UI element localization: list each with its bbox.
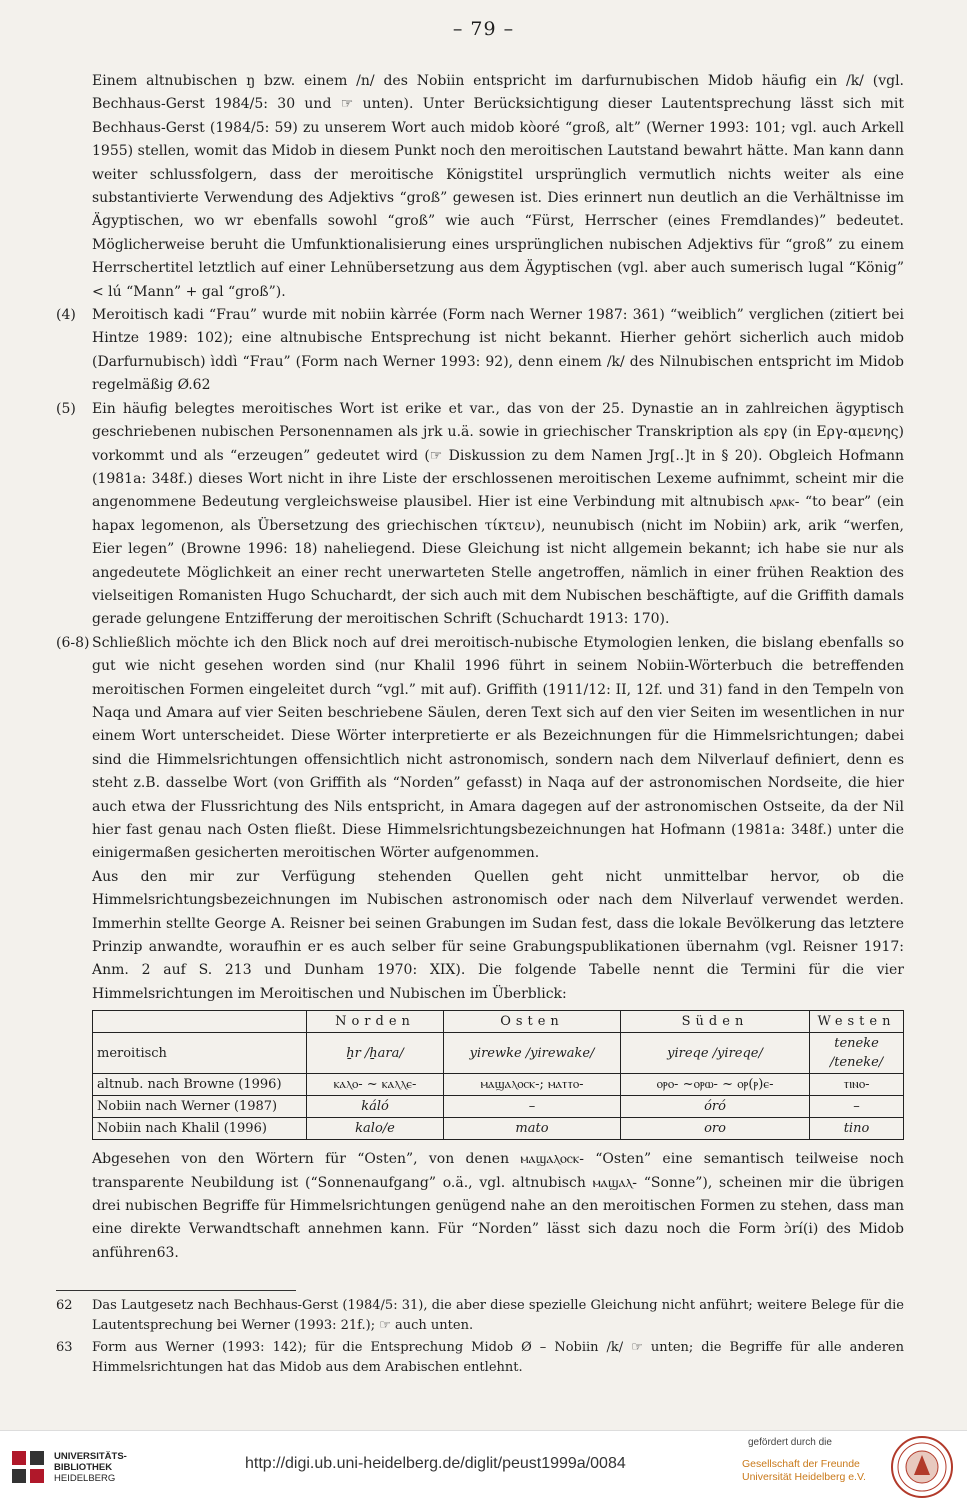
table-cell: yirewke /yirewake/: [444, 1033, 621, 1074]
table-cell: ⲟⲣⲟ- ~ⲟⲣⲱ- ~ ⲟⲣ(ⲣ)ⲉ-: [621, 1074, 810, 1096]
table-cell: mato: [444, 1118, 621, 1140]
library-name: [54, 1451, 127, 1484]
table-cell: Nobiin nach Werner (1987): [93, 1096, 307, 1118]
sponsor-org-line: Universität Heidelberg e.V.: [742, 1471, 866, 1483]
table-cell: Nobiin nach Khalil (1996): [93, 1118, 307, 1140]
paragraph-5-number: (5): [56, 400, 76, 417]
paragraph-4-number: (4): [56, 307, 76, 324]
page-number: – 79 –: [452, 18, 515, 40]
footnote-63-text: Form aus Werner (1993: 142); für die Entsprechung Midob Ø – Nobiin /k/ ☞ unten; die Begriffe für alle anderen Himmelsrichtungen hat das Midob aus dem Arabischen entlehnt.: [92, 1340, 904, 1375]
table-cell: –: [810, 1096, 904, 1118]
paragraph-6-8: [56, 632, 904, 866]
paragraph-5-text: Ein häufig belegtes meroitisches Wort ist erike et var., das von der 25. Dynastie an in zahlreichen ägyptisch geschriebenen nubischen Personennamen als jrk u.ä. sowie in griechischer Transkription als εργ (in Εργ-αμενης) vorkommt und als “erzeugen” gedeutet wird (☞ Diskussion zu dem Namen Jrg[..]t in § 20). Obgleich Hofmann (1981a: 348f.) dieses Wort nicht in ihre Liste der erschlossenen meroitischen Lexeme aufnimmt, scheint mir die angenommene Bedeutung vergleichsweise plausibel. Hier ist eine Verbindung mit altnubisch ⲁⲣⲁⲕ- “to bear” (ein hapax legomenon, als Übersetzung des griechischen τίκτειν), neunubisch (nicht im Nobiin) ark, arik “werfen, Eier legen” (Browne 1996: 18) naheliegend. Diese Gleichung ist nicht allgemein bekannt; ich habe sie nur als angedeutete Möglichkeit an einer recht unerwarteten Stelle angetroffen, nämlich in einer frühen Reaktion des vielseitigen Romanisten Hugo Schuchardt, der sich auch mit dem Nubischen beschäftigte, auf die Griffith damals gerade gelungene Entzifferung der meroitischen Schrift (Schuchardt 1913: 170).: [92, 400, 904, 628]
paragraph-4: [56, 304, 904, 398]
footer-bar: [0, 1430, 967, 1503]
table-cell: altnub. nach Browne (1996): [93, 1074, 307, 1096]
table-cell: teneke /teneke/: [810, 1033, 904, 1074]
table-row: [93, 1118, 904, 1140]
paragraph-6-8-text: Schließlich möchte ich den Blick noch auf drei meroitisch-nubische Etymologien lenken, die bislang ebenfalls so gut wie nicht gesehen worden sind (nur Khalil 1996 führt in seinem Nobiin-Wörterbuch die betreffenden meroitischen Formen eingeleitet durch “vgl.” mit auf). Griffith (1911/12: II, 12f. und 31) fand in den Tempeln von Naqa und Amara auf vier Seiten beschriebene Säulen, deren Text sich auf den vier Seiten im wesentlichen in nur einem Wort unterscheidet. Diese Wörter interpretierte er als Bezeichnungen für die Himmelsrichtungen; dabei sind die Himmelsrichtungen offensichtlich nicht astronomisch, sondern nach dem Nilverlauf definiert, denn es steht z.B. dasselbe Wort (von Griffith als “Norden” gefasst) in Naqa auf der astronomischen Nordseite, die hier auch etwa der Flussrichtung des Nils entspricht, in Amara dagegen auf der astronomischen Ostseite, da der Nil hier fast genau nach Osten fließt. Diese Himmelsrichtungsbezeichnungen hat Hofmann (1981a: 348f.) unter die einigermaßen gesicherten meroitischen Wörter aufgenommen.: [92, 634, 904, 862]
body-text: [56, 70, 904, 1265]
footnote-62-text: Das Lautgesetz nach Bechhaus-Gerst (1984/5: 31), die aber diese spezielle Gleichung nicht anführt; weitere Belege für die Lautentsprechung bei Werner (1993: 21f.); ☞ auch unten.: [92, 1298, 904, 1333]
table-header-row: [93, 1011, 904, 1033]
sponsor-org-line: Gesellschaft der Freunde: [742, 1458, 860, 1470]
table-cell: ẖr /ẖara/: [307, 1033, 444, 1074]
table-cell: –: [444, 1096, 621, 1118]
paragraph-4-text: Meroitisch kadi “Frau” wurde mit nobiin kàrrée (Form nach Werner 1987: 361) “weiblich” verglichen (zitiert bei Hintze 1989: 102); eine altnubische Entsprechung ist nicht bekannt. Hierher gehört sicherlich auch midob (Darfurnubisch) ìddì “Frau” (Form nach Werner 1993: 92), denn einem /k/ des Nilnubischen entspricht im Midob regelmäßig Ø.62: [92, 307, 904, 394]
sponsor-block: [742, 1437, 882, 1484]
library-logo-icon: [10, 1449, 46, 1485]
table-header-cell: Westen: [810, 1011, 904, 1033]
table-cell: oro: [621, 1118, 810, 1140]
paragraph-6-8-number: (6-8): [56, 634, 90, 651]
table-cell: kalo/e: [307, 1118, 444, 1140]
table-cell: meroitisch: [93, 1033, 307, 1074]
library-name-line: HEIDELBERG: [54, 1472, 116, 1484]
paragraph-9: Aus den mir zur Verfügung stehenden Quellen geht nicht unmittelbar hervor, ob die Himmelsrichtungsbezeichnungen im Nubischen astronomisch oder nach dem Nilverlauf verwendet werden. Immerhin stellte George A. Reisner bei seinen Grabungen im Sudan fest, dass die lokale Bevölkerung das letztere Prinzip anwandte, woraufhin er es auch selber für seine Grabungspublikationen übernahm (vgl. Reisner 1917: Anm. 2 auf S. 213 und Dunham 1970: XIX). Die folgende Tabelle nennt die Termini für die vier Himmelsrichtungen im Meroitischen und Nubischen im Überblick:: [92, 868, 904, 1002]
table-cell: yireqe /yireqe/: [621, 1033, 810, 1074]
table-row: [93, 1096, 904, 1118]
footnote-63-number: 63: [56, 1340, 73, 1355]
paragraph-5: [56, 398, 904, 632]
table-header-cell: [93, 1011, 307, 1033]
table-cell: ⲧⲓⲛⲟ-: [810, 1074, 904, 1096]
source-url-link[interactable]: http://digi.ub.uni-heidelberg.de/diglit/peust1999a/0084: [245, 1455, 626, 1472]
library-name-line: UNIVERSITÄTS-: [54, 1450, 127, 1462]
footnote-62: [56, 1296, 904, 1336]
table-cell: ⲙⲁϣⲁⲗⲟⲥⲕ-; ⲙⲁⲧⲧⲟ-: [444, 1074, 621, 1096]
table-header-cell: Süden: [621, 1011, 810, 1033]
table-row: [93, 1074, 904, 1096]
library-branding[interactable]: [10, 1449, 127, 1485]
directions-table: [92, 1010, 904, 1140]
table-cell: tino: [810, 1118, 904, 1140]
sponsor-label: gefördert durch die: [748, 1437, 832, 1448]
paragraph-1: Einem altnubischen ŋ bzw. einem /n/ des Nobiin entspricht im darfurnubischen Midob häufig ein /k/ (vgl. Bechhaus-Gerst 1984/5: 30 und ☞ unten). Unter Berücksichtigung dieser Lautentsprechung lässt sich mit Bechhaus-Gerst (1984/5: 59) zu unserem Wort auch midob kòoré “groß, alt” (Werner 1993: 101; vgl. auch Arkell 1955) stellen, womit das Midob in diesem Punkt noch den meroitischen Lautstand bewahrt hätte. Man kann dann weiter schlussfolgern, dass der meroitische Königstitel ursprünglich vermutlich nichts weiter als eine substantivierte Verwendung des Adjektivs “groß” gewesen ist. Dies erinnert nun deutlich an die Verhältnisse im Ägyptischen, wo wr ebenfalls sowohl “groß” wie auch “Fürst, Herrscher (eines Fremdlandes)” bedeutet. Möglicherweise beruht die Umfunktionalisierung eines ursprünglichen nubischen Adjektivs für “groß” zu einem Herrschertitel letztlich auf einer Lehnübersetzung aus dem Ägyptischen (vgl. aber auch sumerisch lugal “König” < lú “Mann” + gal “groß”).: [92, 73, 904, 300]
university-seal-icon: [890, 1435, 954, 1499]
footnote-divider: [56, 1290, 296, 1291]
library-name-line: BIBLIOTHEK: [54, 1461, 113, 1473]
table-cell: ⲕⲁⲗⲟ- ~ ⲕⲁⲗⲗⲉ-: [307, 1074, 444, 1096]
footnote-62-number: 62: [56, 1298, 73, 1313]
table-header-cell: Norden: [307, 1011, 444, 1033]
table-cell: káló: [307, 1096, 444, 1118]
table-cell: óró: [621, 1096, 810, 1118]
table-row: [93, 1033, 904, 1074]
table-header-cell: Osten: [444, 1011, 621, 1033]
paragraph-10: Abgesehen von den Wörtern für “Osten”, von denen ⲙⲁϣⲁⲗⲟⲥⲕ- “Osten” eine semantisch teilweise noch transparente Neubildung ist (“Sonnenaufgang” o.ä., vgl. altnubisch ⲙⲁϣⲁⲗ- “Sonne”), scheinen mir die übrigen drei nubischen Begriffe für Himmelsrichtungen genügend nahe an den meroitischen Formen zu stehen, dass man eine direkte Verwandtschaft annehmen kann. Für “Norden” lässt sich dazu noch die Form ɔ̀rí(i) des Midob anführen63.: [92, 1151, 904, 1261]
footnote-63: [56, 1338, 904, 1378]
